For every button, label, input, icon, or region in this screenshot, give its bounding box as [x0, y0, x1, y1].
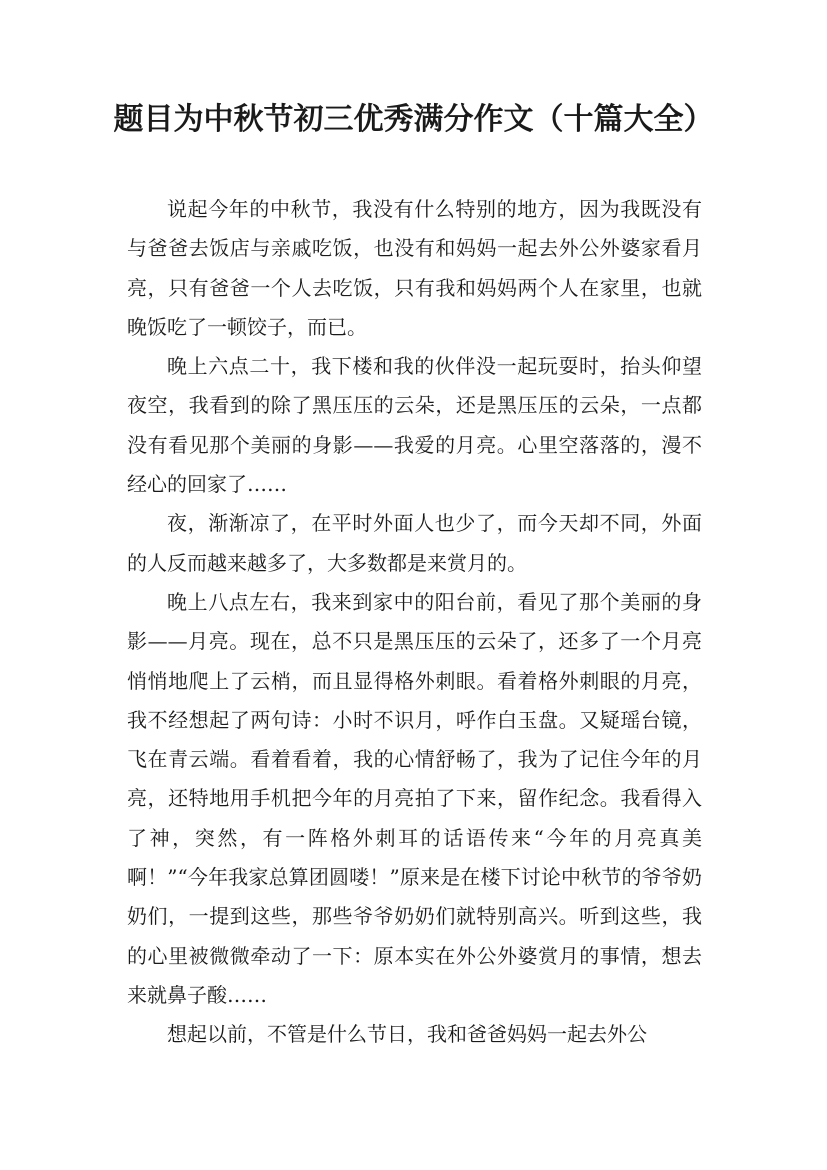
paragraph-4: 晚上八点左右，我来到家中的阳台前，看见了那个美丽的身影——月亮。现在，总不只是黑压压的云朵了，还多了一个月亮悄悄地爬上了云梢，而且显得格外刺眼。看着格外刺眼的月亮，我不经想起了两句诗：小时不识月，呼作白玉盘。又疑瑶台镜，飞在青云端。看着看着，我的心情舒畅了，我为了记住今年的月亮，还特地用手机把今年的月亮拍了下来，留作纪念。我看得入了神，突然，有一阵格外刺耳的话语传来“今年的月亮真美啊！”“今年我家总算团圆喽！”原来是在楼下讨论中秋节的爷爷奶奶们，一提到这些，那些爷爷奶奶们就特别高兴。听到这些，我的心里被微微牵动了一下：原本实在外公外婆赏月的事情，想去来就鼻子酸…… [127, 589, 702, 1007]
paragraph-1: 说起今年的中秋节，我没有什么特别的地方，因为我既没有与爸爸去饭店与亲戚吃饭，也没有和妈妈一起去外公外婆家看月亮，只有爸爸一个人去吃饭，只有我和妈妈两个人在家里，也就晚饭吃了一顿饺子，而已。 [127, 197, 702, 339]
paragraph-3: 夜，渐渐凉了，在平时外面人也少了，而今天却不同，外面的人反而越来越多了，大多数都是来赏月的。 [127, 511, 702, 575]
document-body [127, 190, 702, 1055]
document-title: 题目为中秋节初三优秀满分作文（十篇大全） [113, 102, 714, 137]
paragraph-5: 想起以前，不管是什么节日，我和爸爸妈妈一起去外公 [167, 1022, 647, 1047]
paragraph-2: 晚上六点二十，我下楼和我的伙伴没一起玩耍时，抬头仰望夜空，我看到的除了黑压压的云朵，还是黑压压的云朵，一点都没有看见那个美丽的身影——我爱的月亮。心里空落落的，漫不经心的回家了…… [127, 354, 702, 497]
